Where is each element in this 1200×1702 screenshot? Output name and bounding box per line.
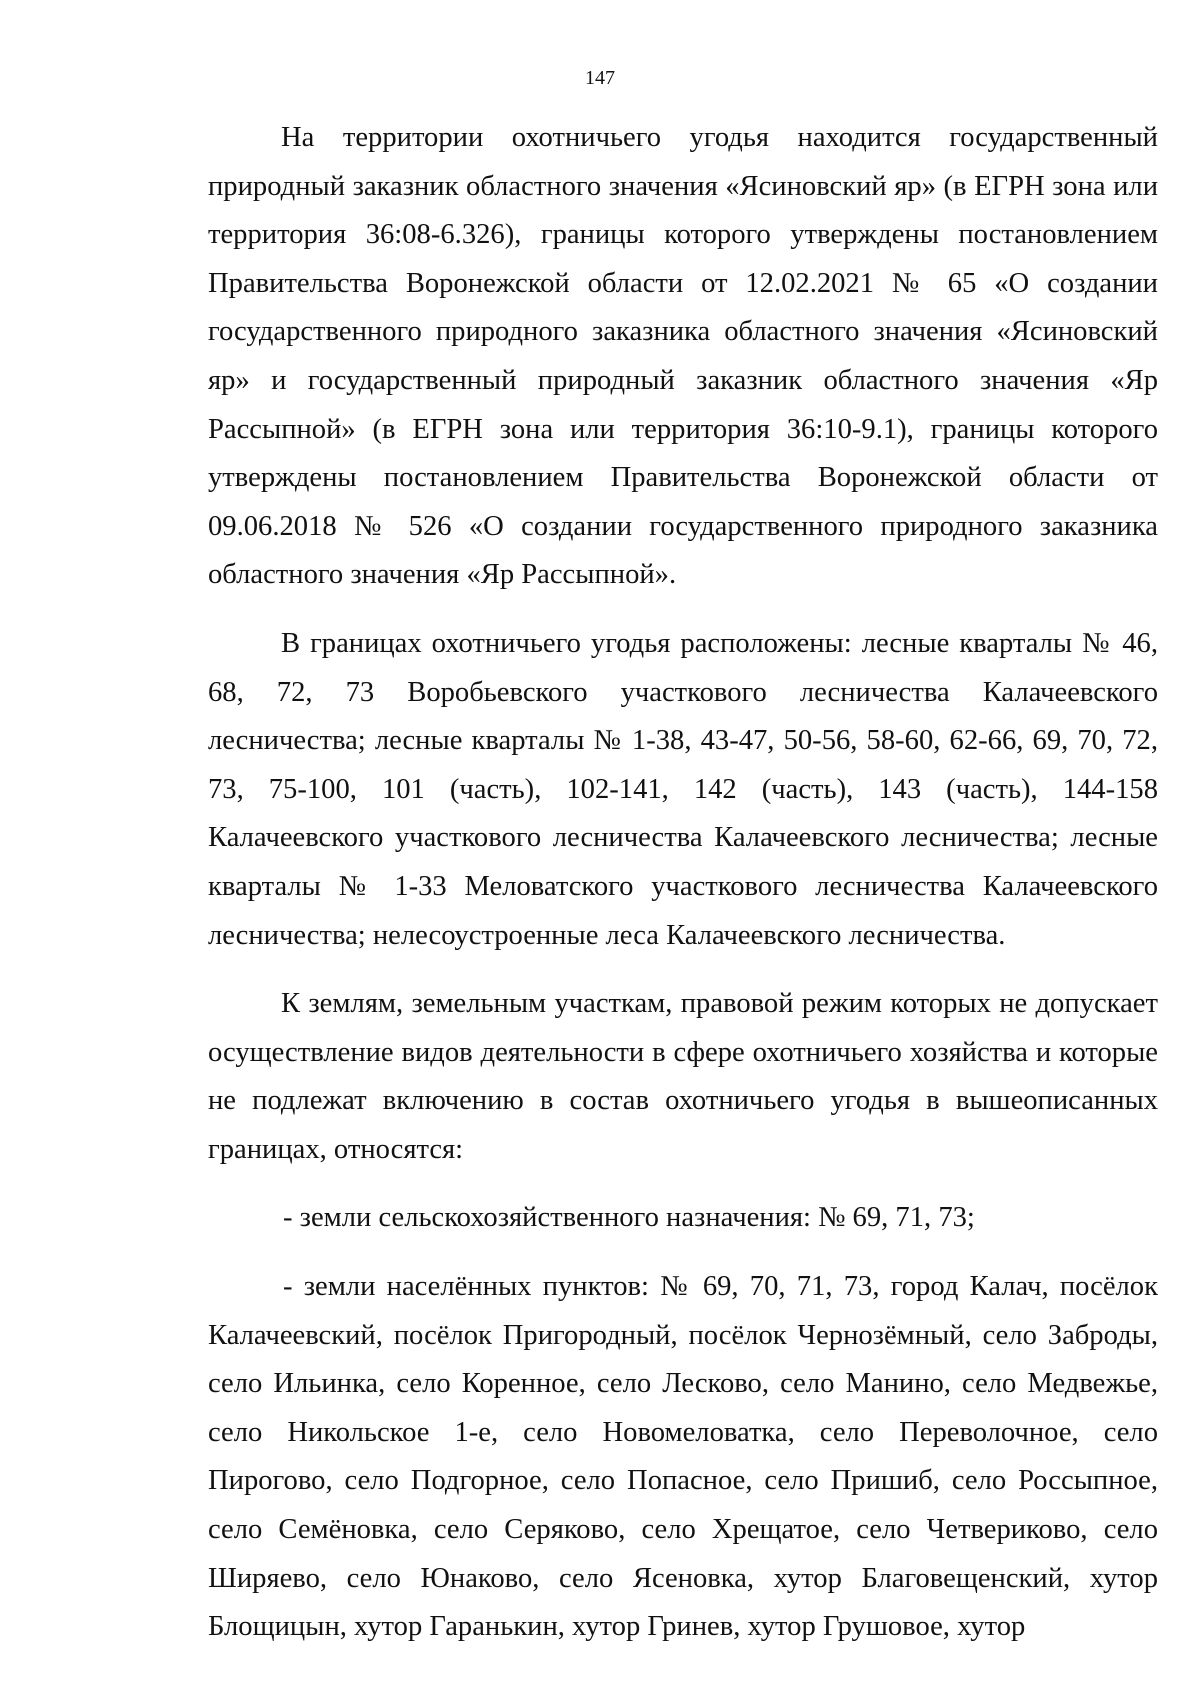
list-item-settlement-lands: - земли населённых пунктов: № 69, 70, 71, 73, город Калач, посёлок Калачеевский, посёлок Пригородный, посёлок Чернозёмный, село Заброды, село Ильинка, село Коренное, село Лесково, село Манино, село Медвежье, село Никольское 1-е, село Новомеловатка, село Переволочное, село Пирогово, село Подгорное, село Попасное, село Пришиб, село Россыпное, село Семёновка, село Серяково, село Хрещатое, село Четвериково, село Ширяево, село Юнаково, село Ясеновка, хутор Благовещенский, хутор Блощицын, хутор Гаранькин, хутор Гринев, хутор Грушовое, хутор — [208, 1271, 1158, 1643]
paragraph-forest-quarters: В границах охотничьего угодья расположены: лесные кварталы № 46, 68, 72, 73 Воробьевского участкового лесничества Калачеевского лесничества; лесные кварталы № 1-38, 43-47, 50-56, 58-60, 62-66, 69, 70, 72, 73, 75-100, 101 (часть), 102-141, 142 (часть), 143 (часть), 144-158 Калачеевского участкового лесничества Калачеевского лесничества; лесные кварталы № 1-33 Меловатского участкового лесничества Калачеевского лесничества; нелесоустроенные леса Калачеевского лесничества. — [208, 627, 1158, 951]
paragraph-excluded-lands-intro: К землям, земельным участкам, правовой режим которых не допускает осуществление видов деятельности в сфере охотничьего хозяйства и которые не подлежат включению в состав охотничьего угодья в вышеописанных границах, относятся: — [208, 988, 1158, 1165]
paragraph-nature-reserves: На территории охотничьего угодья находится государственный природный заказник областного значения «Ясиновский яр» (в ЕГРН зона или территория 36:08-6.326), границы которого утверждены постановлением Правительства Воронежской области от 12.02.2021 № 65 «О создании государственного природного заказника областного значения «Ясиновский яр» и государственный природный заказник областного значения «Яр Рассыпной» (в ЕГРН зона или территория 36:10-9.1), границы которого утверждены постановлением Правительства Воронежской области от 09.06.2018 № 526 «О создании государственного природного заказника областного значения «Яр Рассыпной». — [208, 122, 1158, 591]
list-item-agricultural-lands: - земли сельскохозяйственного назначения: № 69, 71, 73; — [283, 1202, 975, 1234]
page-number: 147 — [585, 67, 615, 89]
document-body — [208, 114, 1158, 1652]
